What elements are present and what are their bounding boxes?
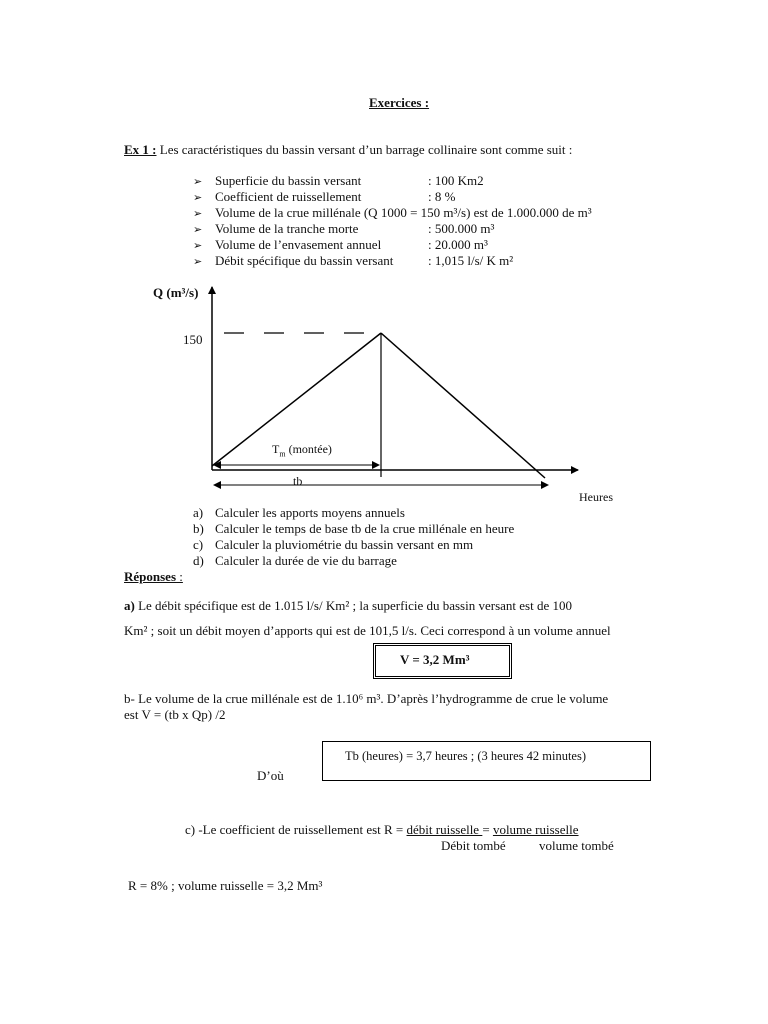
tm-label-sub: m <box>279 449 286 459</box>
list-item <box>193 537 473 553</box>
item-label: Volume de la crue millénale (Q 1000 = 150 m³/s) est de 1.000.000 de m³ <box>215 205 592 220</box>
item-label: Volume de l’envasement annuel <box>215 237 382 252</box>
tm-label <box>272 442 332 457</box>
answers-heading-text: Réponses <box>124 569 177 584</box>
answer-c-prefix: c) -Le coefficient de ruissellement est R = <box>185 822 407 837</box>
answer-b-line2: est V = (tb x Qp) /2 <box>124 707 226 722</box>
arrow-bullet-icon: ➢ <box>193 208 203 220</box>
arrow-bullet-icon: ➢ <box>193 240 203 252</box>
answer-a-line1 <box>124 598 572 614</box>
item-label: Coefficient de ruissellement <box>215 189 362 204</box>
answer-b-line1: b- Le volume de la crue millénale est de 1.10⁶ m³. D’après l’hydrogramme de crue le volume <box>124 691 609 706</box>
arrow-bullet-icon: ➢ <box>193 192 203 204</box>
item-value: : 8 % <box>428 189 456 204</box>
arrow-bullet-icon: ➢ <box>193 256 203 268</box>
item-value: : 500.000 m³ <box>428 221 495 236</box>
item-label: Superficie du bassin versant <box>215 173 362 188</box>
answer-a-line2: Km² ; soit un débit moyen d’apports qui est de 101,5 l/s. Ceci correspond à un volume annuel <box>124 623 611 638</box>
question-text: Calculer le temps de base tb de la crue millénale en heure <box>215 521 515 536</box>
donc-label: D’où <box>257 768 284 783</box>
y-axis-label: Q (m³/s) <box>153 285 199 300</box>
exercise-intro-text: Les caractéristiques du bassin versant d’un barrage collinaire sont comme suit : <box>159 142 573 157</box>
list-item <box>193 505 405 521</box>
question-text: Calculer la pluviométrie du bassin versant en mm <box>215 537 474 552</box>
equals-sign: = <box>482 822 493 837</box>
fraction-numerator-2: volume ruisselle <box>492 822 579 837</box>
answer-c-line <box>185 822 579 838</box>
question-text: Calculer la durée de vie du barrage <box>215 553 397 568</box>
exercise-label: Ex 1 : <box>124 142 157 157</box>
r-result-line: R = 8% ; volume ruisselle = 3,2 Mm³ <box>128 878 323 893</box>
question-letter: c) <box>193 537 204 552</box>
fraction-denominator-1: Débit tombé <box>441 838 506 853</box>
question-letter: a) <box>193 505 204 520</box>
answers-heading <box>124 569 183 585</box>
question-letter: d) <box>193 553 204 568</box>
fraction-denominator-2: volume tombé <box>539 838 614 853</box>
item-value: : 1,015 l/s/ K m² <box>428 253 514 268</box>
question-letter: b) <box>193 521 204 536</box>
arrow-bullet-icon: ➢ <box>193 176 203 188</box>
result-b-text: Tb (heures) = 3,7 heures ; (3 heures 42 minutes) <box>345 749 587 763</box>
question-text: Calculer les apports moyens annuels <box>215 505 405 520</box>
answers-heading-colon: : <box>176 569 183 584</box>
tm-label-rest: (montée) <box>285 442 332 456</box>
list-item <box>193 553 397 569</box>
item-value: : 100 Km2 <box>428 173 484 188</box>
answer-a-text: Le débit spécifique est de 1.015 l/s/ Km² ; la superficie du bassin versant est de 100 <box>134 598 572 613</box>
tm-label-main: T <box>272 442 280 456</box>
list-item <box>193 521 514 537</box>
item-label: Volume de la tranche morte <box>215 221 359 236</box>
fraction-numerator-1: débit ruisselle <box>406 822 483 837</box>
result-a-text: V = 3,2 Mm³ <box>400 652 470 667</box>
falling-limb <box>381 333 545 478</box>
peak-value-label: 150 <box>183 332 203 347</box>
item-value: : 20.000 m³ <box>428 237 488 252</box>
page-title: Exercices : <box>369 95 430 110</box>
item-label: Débit spécifique du bassin versant <box>215 253 394 268</box>
arrow-bullet-icon: ➢ <box>193 224 203 236</box>
x-axis-label: Heures <box>579 490 613 504</box>
answer-a-letter: a) <box>124 598 135 613</box>
tb-label: tb <box>293 474 303 488</box>
